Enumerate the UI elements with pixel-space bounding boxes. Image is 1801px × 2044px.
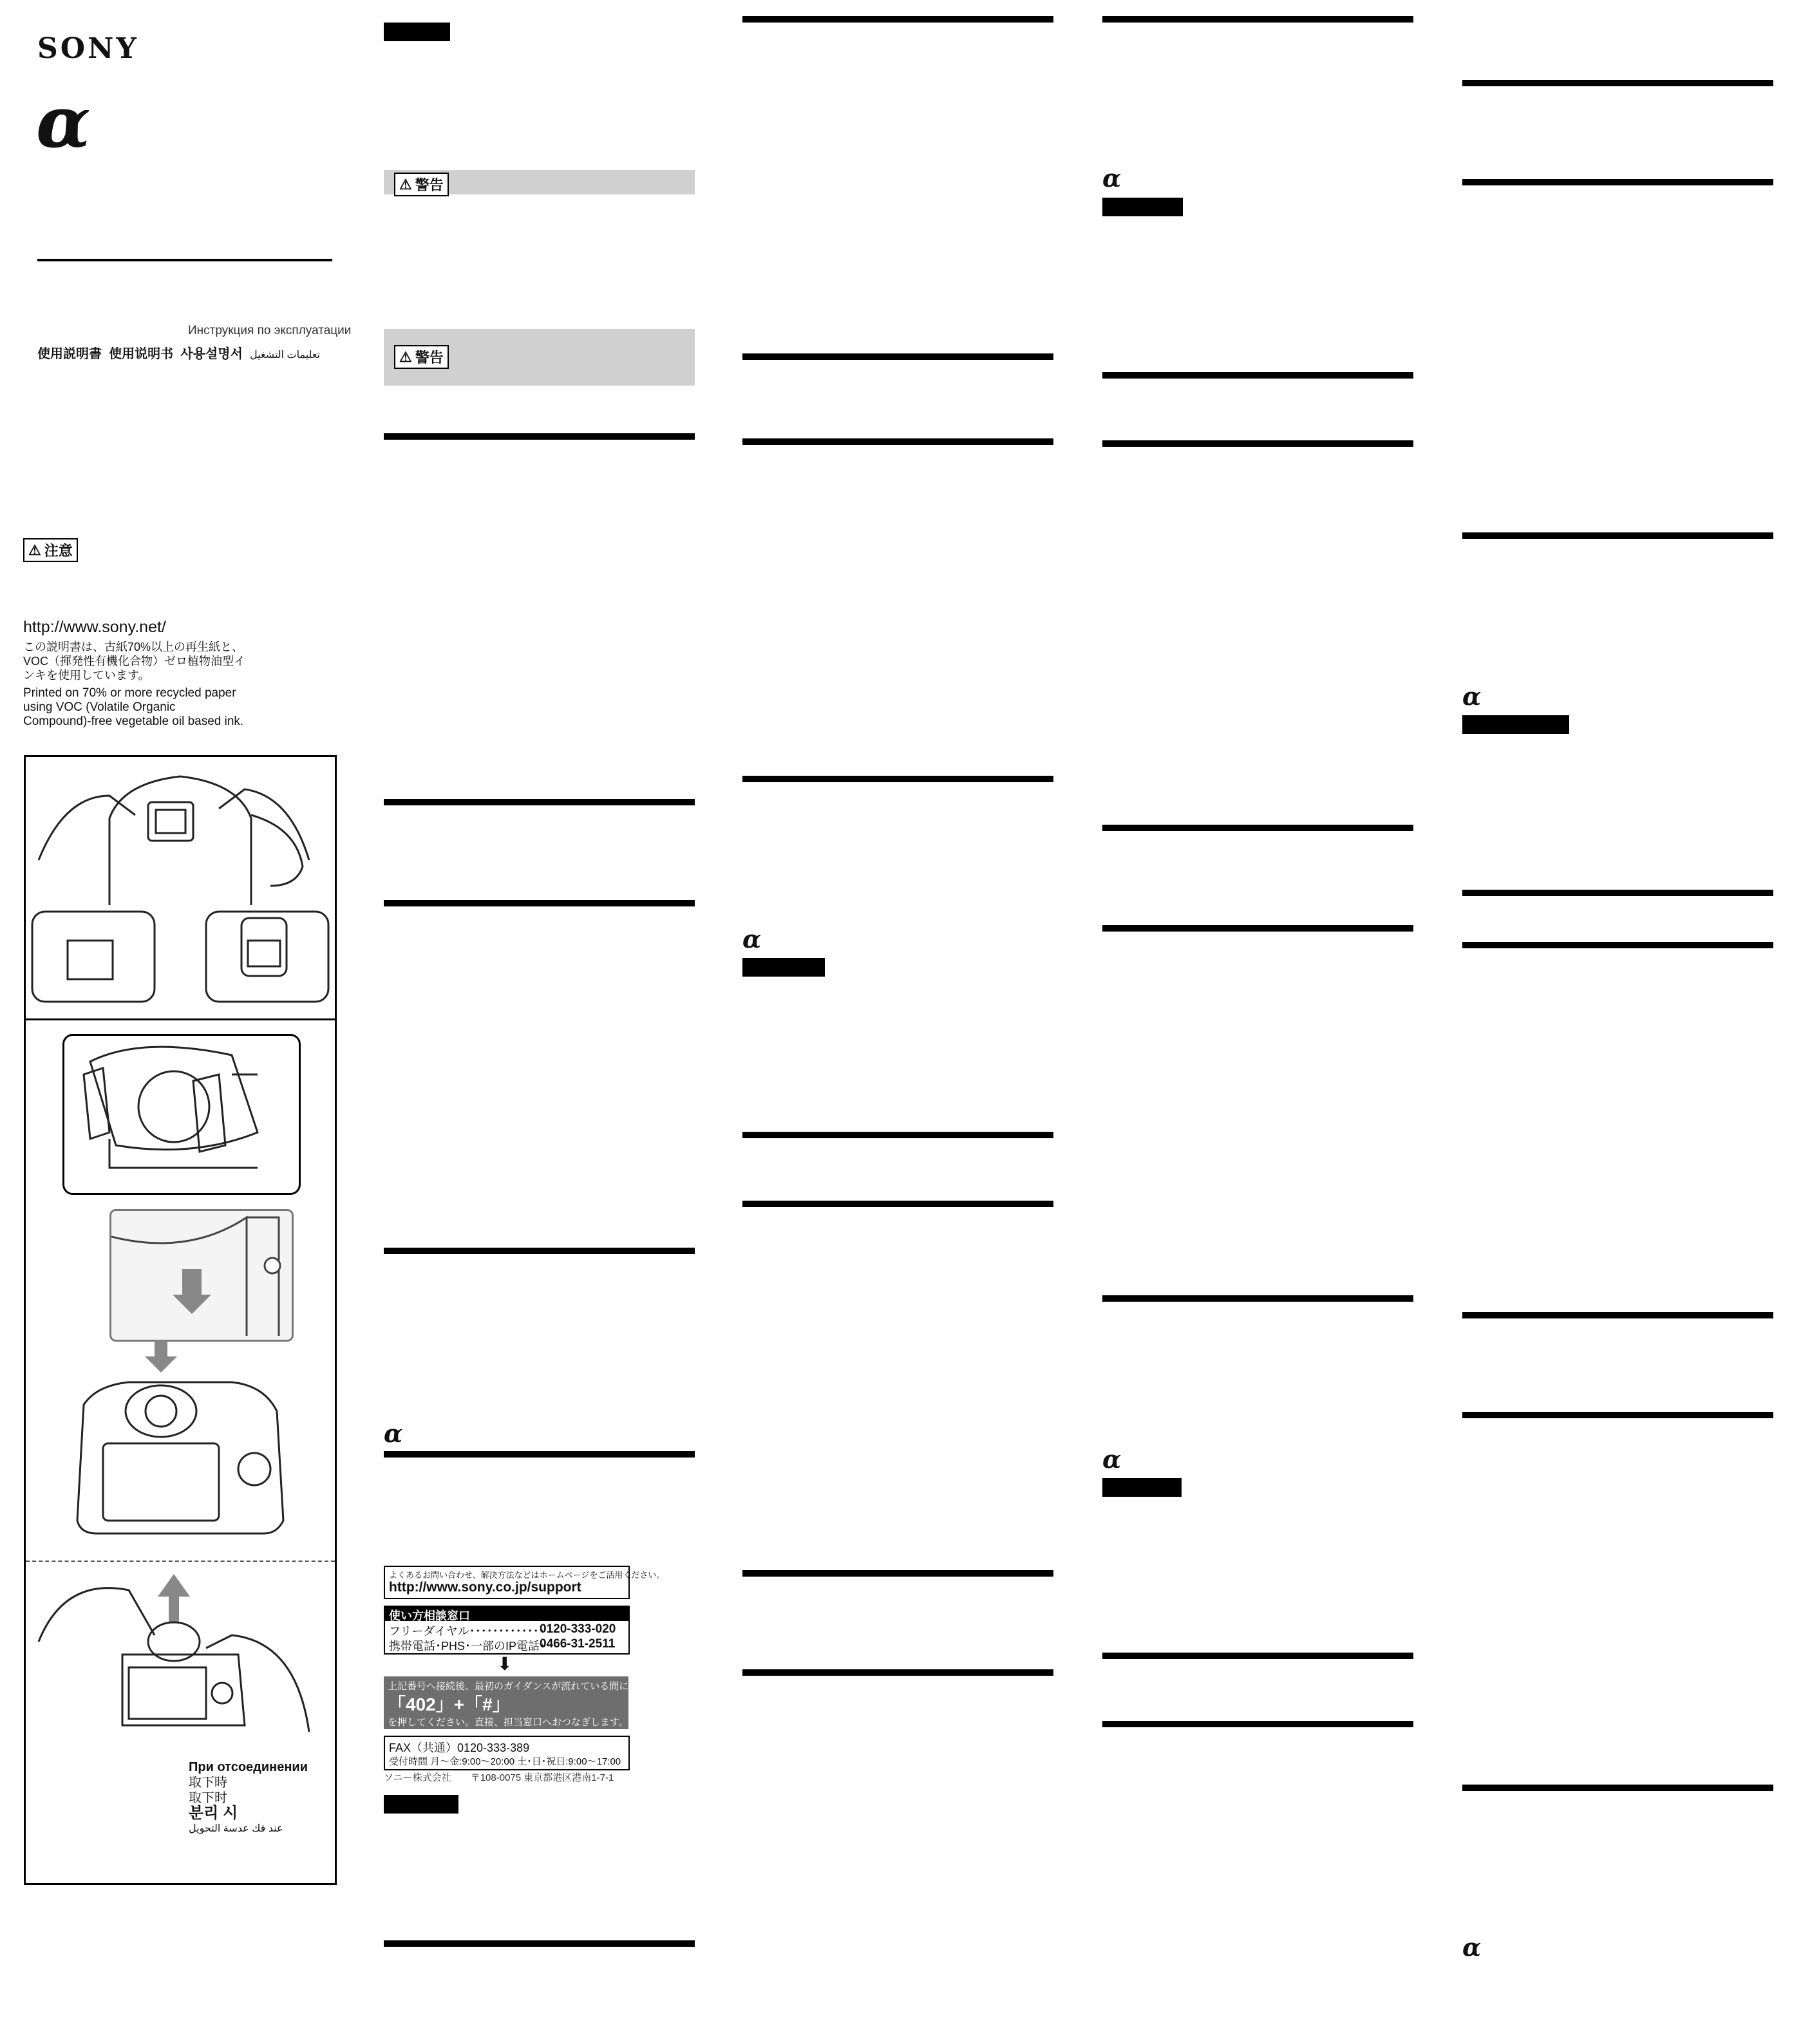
recycle-line: using VOC (Volatile Organic [23, 700, 176, 714]
support-web-box [384, 1566, 665, 1599]
section-rule [742, 1201, 1053, 1207]
section-tag-col4-b [1102, 1478, 1182, 1497]
title-japanese: 使用説明書 [37, 347, 102, 361]
detach-caption-chinese: 取下时 [189, 1791, 227, 1805]
sony-logo: SONY [37, 32, 139, 65]
warning-triangle-icon: ⚠ [399, 176, 412, 192]
section-rule [384, 799, 695, 805]
title-chinese: 使用说明书 [109, 347, 174, 361]
detach-caption-korean: 분리 시 [189, 1805, 238, 1822]
fax-box [384, 1736, 630, 1770]
section-rule [742, 776, 1053, 782]
alpha-mark: α [1462, 682, 1482, 711]
section-tag-col2-top [384, 23, 450, 41]
arrow-down-icon: ⬇ [497, 1654, 513, 1674]
consult-header: 使い方相談窓口 [385, 1607, 628, 1621]
company-address: ソニー株式会社 〒108-0075 東京都港区港南1-7-1 [384, 1772, 614, 1783]
alpha-mark: α [742, 924, 762, 953]
section-rule [742, 1669, 1053, 1676]
alpha-mark: α [1462, 1933, 1482, 1962]
recycle-line: ンキを使用しています。 [23, 669, 150, 682]
warning-label-1: 警告 [415, 177, 444, 193]
alpha-mark: α [384, 1419, 403, 1448]
support-url[interactable]: http://www.sony.co.jp/support [389, 1580, 581, 1595]
free-dial-number: 0120-333-020 [540, 1622, 616, 1636]
section-tag-col3 [742, 958, 825, 977]
camera-with-eyecup-illustration [71, 1340, 290, 1546]
section-rule [1102, 825, 1413, 831]
guidance-line-2: を押してください。直接、担当窓口へおつなぎします。 [388, 1717, 628, 1728]
section-rule [384, 1248, 695, 1254]
sony-url[interactable]: http://www.sony.net/ [23, 618, 166, 636]
warning-triangle-icon: ⚠ [28, 541, 41, 558]
business-hours: 受付時間 月～金:9:00～20:00 土･日･祝日:9:00～17:00 [389, 1756, 621, 1767]
title-multilang [37, 343, 320, 362]
section-rule [1462, 1785, 1773, 1791]
consult-box [384, 1606, 630, 1655]
section-rule [1462, 890, 1773, 896]
section-rule [384, 433, 695, 440]
section-tag-col2-bottom [384, 1795, 458, 1814]
section-tag-col4-a [1102, 198, 1183, 216]
section-rule [742, 1132, 1053, 1138]
slide-eyecup-illustration [111, 1211, 288, 1336]
warning-tag-1 [394, 173, 449, 196]
section-rule [384, 1451, 695, 1458]
recycle-note-japanese [23, 640, 245, 682]
support-intro: よくあるお問い合わせ、解決方法などはホームページをご活用ください。 [389, 1570, 665, 1580]
section-rule [1462, 1412, 1773, 1418]
eyecup-detail-illustration [64, 1036, 295, 1189]
fax-number: FAX（共通）0120-333-389 [389, 1741, 530, 1754]
warning-label-2: 警告 [415, 350, 444, 366]
cover-title-rule [37, 259, 332, 261]
detach-caption-russian: При отсоединении [189, 1760, 308, 1774]
recycle-note-english [23, 686, 243, 729]
section-rule [1462, 80, 1773, 86]
alpha-mark: α [1102, 1445, 1122, 1474]
illustration-divider-1 [24, 1018, 337, 1020]
warning-tag-2 [394, 345, 449, 369]
section-rule [1102, 1721, 1413, 1727]
alpha-mark: α [1102, 164, 1122, 192]
guidance-line-1: 上記番号へ接続後、最初のガイダンスが流れている間に [388, 1681, 629, 1692]
section-rule [1102, 372, 1413, 379]
title-russian: Инструкция по эксплуатации [188, 324, 352, 337]
mobile-number: 0466-31-2511 [540, 1637, 616, 1651]
section-rule [1102, 1295, 1413, 1302]
section-rule [384, 900, 695, 906]
caution-tag [23, 538, 78, 562]
section-rule [1462, 179, 1773, 185]
detach-caption-arabic: عند فك عدسة التحويل [189, 1823, 283, 1834]
recycle-line: VOC（揮発性有機化合物）ゼロ植物油型イ [23, 655, 246, 668]
mobile-label: 携帯電話･PHS･一部のIP電話･･ [389, 1640, 552, 1653]
section-rule [1102, 1653, 1413, 1659]
recycle-line: この説明書は、古紙70%以上の再生紙と、 [23, 641, 244, 653]
detach-caption-japanese: 取下時 [189, 1776, 227, 1790]
section-rule [742, 16, 1053, 23]
section-rule [384, 1940, 695, 1947]
section-rule [1462, 532, 1773, 539]
section-rule [742, 1570, 1053, 1577]
section-rule [1102, 440, 1413, 447]
caution-label: 注意 [44, 543, 73, 559]
recycle-line: Printed on 70% or more recycled paper [23, 686, 236, 700]
section-tag-col5 [1462, 715, 1569, 734]
section-rule [1102, 16, 1413, 23]
free-dial-label: フリーダイヤル･････････････ [389, 1625, 545, 1638]
title-arabic: تعليمات التشغيل [249, 350, 320, 361]
section-rule [1102, 925, 1413, 932]
guidance-code: 「402」+「#」 [388, 1694, 511, 1714]
warning-triangle-icon: ⚠ [399, 348, 412, 365]
recycle-line: Compound)-free vegetable oil based ink. [23, 715, 244, 728]
section-rule [742, 438, 1053, 445]
attach-eyecup-illustration [26, 757, 335, 1018]
guidance-box [384, 1676, 628, 1729]
detach-caption [189, 1759, 308, 1837]
title-korean: 사용설명서 [180, 347, 243, 361]
illustration-divider-dashed [26, 1561, 335, 1562]
section-rule [1462, 942, 1773, 948]
section-rule [1462, 1312, 1773, 1318]
detach-eyecup-illustration [26, 1564, 335, 1758]
alpha-logo: α [36, 80, 91, 164]
section-rule [742, 353, 1053, 360]
